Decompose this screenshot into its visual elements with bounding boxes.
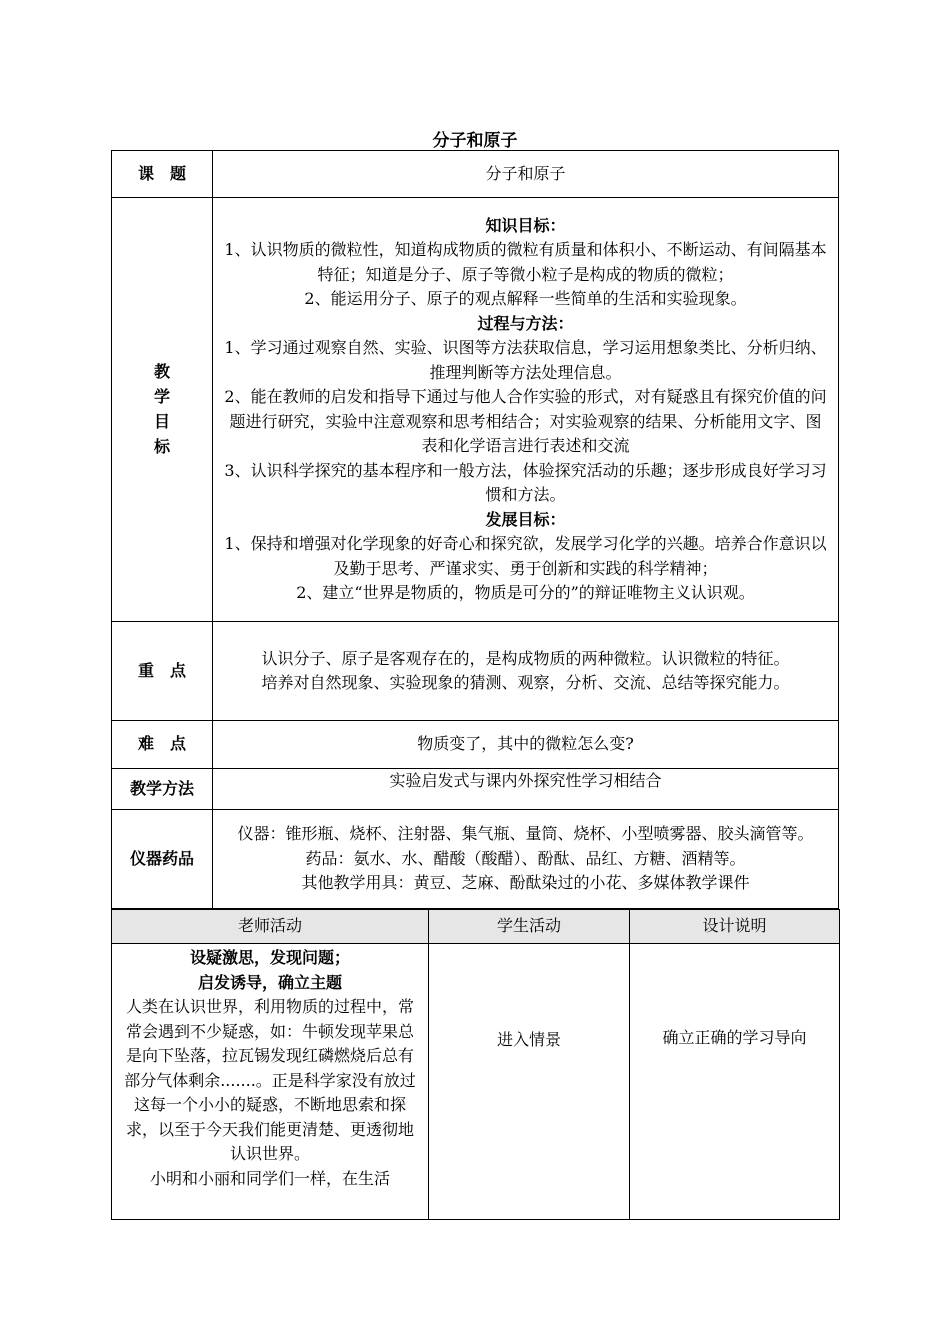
process-item-1: 1、学习通过观察自然、实验、识图等方法获取信息，学习运用想象类比、分析归纳、推理判断等方法处理信息。 — [224, 338, 827, 382]
knowledge-heading: 知识目标： — [485, 215, 566, 235]
development-item-2: 2、建立“世界是物质的，物质是可分的”的辩证唯物主义认识观。 — [296, 583, 755, 602]
key-points-label: 重 点 — [112, 622, 213, 721]
difficulty-row — [112, 721, 839, 769]
header-design: 设计说明 — [630, 910, 840, 944]
teacher-heading-2: 启发诱导，确立主题 — [197, 972, 342, 992]
activity-table — [111, 909, 840, 1220]
topic-row — [112, 151, 839, 198]
topic-label: 课 题 — [112, 151, 213, 198]
key-point-2: 培养对自然现象、实验现象的猜测、观察，分析、交流、总结等探究能力。 — [261, 673, 790, 692]
difficulty-label: 难 点 — [112, 721, 213, 769]
development-heading: 发展目标： — [485, 509, 566, 529]
equipment-chemicals: 药品：氨水、水、醋酸（酸醋）、酚酞、品红、方糖、酒精等。 — [305, 848, 746, 868]
process-heading: 过程与方法： — [477, 313, 574, 333]
equipment-row — [112, 810, 839, 909]
development-item-1: 1、保持和增强对化学现象的好奇心和探究欲，发展学习化学的兴趣。培养合作意识以及勤于思考、严谨求实、勇于创新和实践的科学精神； — [224, 534, 827, 578]
goals-content — [213, 198, 839, 622]
method-label: 教学方法 — [112, 769, 213, 810]
topic-value: 分子和原子 — [213, 151, 839, 198]
lesson-info-table — [111, 150, 839, 909]
method-value: 实验启发式与课内外探究性学习相结合 — [213, 769, 839, 810]
process-item-2: 2、能在教师的启发和指导下通过与他人合作实验的形式，对有疑惑且有探究价值的问题进行研究，实验中注意观察和思考相结合；对实验观察的结果、分析能用文字、图表和化学语言进行表述和交流 — [224, 387, 827, 455]
equipment-label: 仪器药品 — [112, 810, 213, 909]
key-point-1: 认识分子、原子是客观存在的，是构成物质的两种微粒。认识微粒的特征。 — [261, 648, 790, 668]
header-teacher: 老师活动 — [112, 910, 429, 944]
goals-row — [112, 198, 839, 622]
student-activity: 进入情景 — [429, 944, 630, 1220]
equipment-instruments: 仪器：锥形瓶、烧杯、注射器、集气瓶、量筒、烧杯、小型喷雾器、胶头滴管等。 — [237, 824, 814, 844]
key-points-row — [112, 622, 839, 721]
difficulty-value: 物质变了，其中的微粒怎么变? — [213, 721, 839, 769]
goals-label-text: 教学目标 — [153, 362, 170, 457]
teacher-text-continued: 小明和小丽和同学们一样，在生活 — [149, 1168, 390, 1188]
equipment-other: 其他教学用具：黄豆、芝麻、酚酞染过的小花、多媒体教学课件 — [301, 873, 750, 893]
activity-row — [112, 944, 840, 1220]
knowledge-item-2: 2、能运用分子、原子的观点解释一些简单的生活和实验现象。 — [304, 289, 747, 308]
knowledge-item-1: 1、认识物质的微粒性，知道构成物质的微粒有质量和体积小、不断运动、有间隔基本特征；知道是分子、原子等微小粒子是构成的物质的微粒； — [224, 240, 827, 284]
header-student: 学生活动 — [429, 910, 630, 944]
teacher-text: 人类在认识世界，利用物质的过程中，常常会遇到不少疑惑，如：牛顿发现苹果总是向下坠落，拉瓦锡发现红磷燃烧后总有部分气体剩余.......。正是科学家没有放过这每一个小小的疑惑，不断地思索和探求，以至于今天我们能更清楚、更透彻地认识世界。 — [124, 997, 416, 1163]
method-row — [112, 769, 839, 810]
process-item-3: 3、认识科学探究的基本程序和一般方法，体验探究活动的乐趣；逐步形成良好学习习惯和方法。 — [224, 460, 827, 504]
teacher-heading-1: 设疑激思，发现问题； — [189, 948, 350, 967]
equipment-content — [213, 810, 839, 909]
goals-label — [112, 198, 213, 622]
design-note: 确立正确的学习导向 — [630, 944, 840, 1220]
activity-header-row — [112, 910, 840, 944]
key-points-content — [213, 622, 839, 721]
page-title: 分子和原子 — [432, 131, 518, 151]
teacher-activity — [112, 944, 429, 1220]
